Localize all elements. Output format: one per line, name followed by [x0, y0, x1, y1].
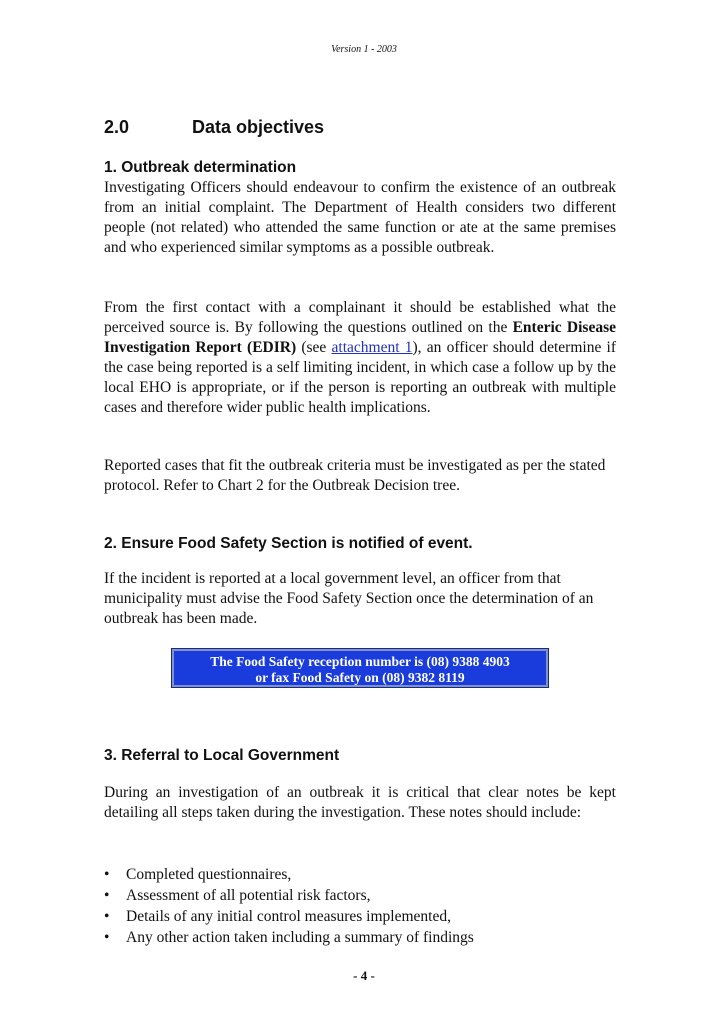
contact-fax-line: or fax Food Safety on (08) 9382 8119: [255, 670, 465, 685]
para2-text-b: (see: [296, 339, 332, 356]
page-header-version: Version 1 - 2003: [331, 44, 397, 55]
list-item-text: Completed questionnaires,: [126, 866, 292, 883]
list-item-text: Details of any initial control measures implemented,: [126, 908, 451, 925]
bullet-icon: •: [104, 866, 110, 883]
para2-text-c: ), an officer should determine if the case being reported is a self limiting incident, in which case a follow up by the local EHO is appropriate, or if the person is reporting an outbreak with multiple cases and therefore wider public health implications.: [104, 339, 617, 416]
bullet-icon: •: [104, 887, 110, 904]
referral-paragraph-block: [104, 783, 616, 823]
outbreak-heading: 1. Outbreak determination: [104, 159, 297, 176]
referral-section: [104, 746, 616, 766]
section-title: Data objectives: [192, 117, 325, 137]
notify-paragraph-block: [104, 569, 616, 629]
bullet-icon: •: [104, 929, 110, 946]
list-item: [104, 885, 616, 906]
outbreak-paragraph-2: [104, 298, 616, 418]
referral-bullet-list: [104, 864, 616, 948]
notify-section: [104, 534, 616, 554]
contact-phone-line: The Food Safety reception number is (08) 9388 4903: [210, 654, 510, 669]
outbreak-paragraph-3-block: [104, 456, 616, 496]
referral-paragraph: During an investigation of an outbreak it is critical that clear notes be kept detailing all steps taken during the investigation. These notes should include:: [104, 784, 616, 821]
section-heading: [104, 117, 324, 138]
contact-info-box: [172, 649, 548, 687]
outbreak-paragraph-2-block: [104, 298, 616, 418]
list-item: [104, 927, 616, 948]
list-item: [104, 864, 616, 885]
outbreak-paragraph-3: Reported cases that fit the outbreak criteria must be investigated as per the stated protocol. Refer to Chart 2 for the Outbreak Decision tree.: [104, 457, 606, 494]
outbreak-section: [104, 158, 616, 258]
referral-heading: 3. Referral to Local Government: [104, 747, 340, 764]
notify-paragraph: If the incident is reported at a local government level, an officer from that municipality must advise the Food Safety Section once the determination of an outbreak has been made.: [104, 570, 594, 627]
list-item: [104, 906, 616, 927]
notify-heading: 2. Ensure Food Safety Section is notified of event.: [104, 535, 473, 552]
page-number: - 4 -: [353, 968, 375, 983]
para2-text-a: From the first contact with a complainant it should be established what the perceived source is. By following the questions outlined on the: [104, 299, 616, 336]
edir-bold-text: Enteric Disease Investigation Report (EDIR): [104, 319, 616, 356]
referral-bullet-list-block: [104, 864, 616, 948]
list-item-text: Any other action taken including a summary of findings: [126, 929, 474, 946]
bullet-icon: •: [104, 908, 110, 925]
section-number: 2.0: [104, 117, 130, 137]
attachment-1-link[interactable]: attachment 1: [331, 339, 413, 356]
list-item-text: Assessment of all potential risk factors,: [126, 887, 371, 904]
outbreak-paragraph-1: Investigating Officers should endeavour to confirm the existence of an outbreak from an initial complaint. The Department of Health considers two different people (not related) who attended the same function or ate at the same premises and who experienced similar symptoms as a possible outbreak.: [104, 179, 616, 256]
